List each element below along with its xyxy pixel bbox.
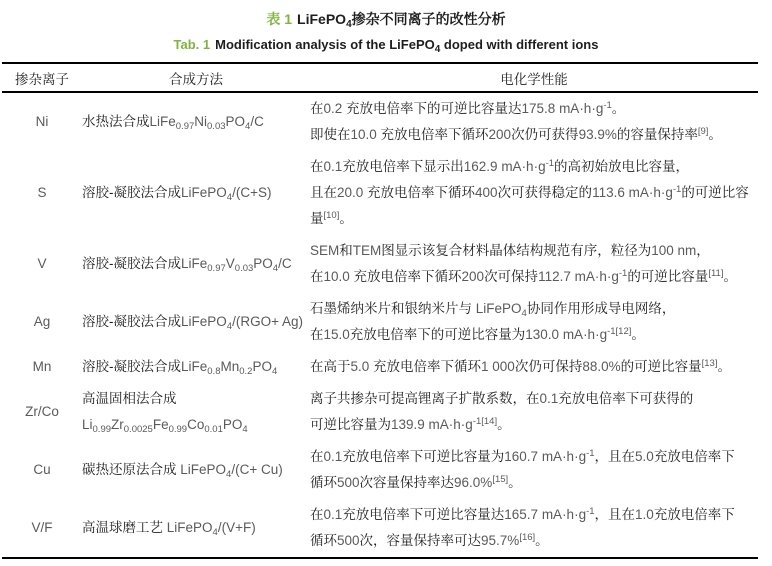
text-line: 在15.0充放电倍率下的可逆比容量为130.0 $mA\cdot h\cdot g^{-1[12]}$。 <box>310 326 645 342</box>
text-line: 高温球磨工艺 LiFePO$_4$/(V+F) <box>82 520 256 538</box>
header-doped-ion: 掺杂离子 <box>2 63 82 92</box>
doped-ion-cell: Zr/Co <box>25 404 59 419</box>
doped-ion-cell: Ag <box>33 314 51 329</box>
table-row <box>2 293 758 351</box>
text-line: 溶胶-凝胶法合成LiFePO$_4$/(C+S) <box>82 185 272 203</box>
table-row <box>2 441 758 499</box>
text-line: 离子共掺杂可提高锂离子扩散系数，在0.1充放电倍率下可获得的 <box>310 391 694 406</box>
text-line: 可逆比容量为139.9 $mA\cdot h\cdot g^{-1[14]}$。 <box>310 416 511 432</box>
table-row <box>2 151 758 235</box>
doped-ion-cell: Cu <box>33 462 51 477</box>
text-line: 在0.1充放电倍率下可逆比容量为160.7 $mA\cdot h\cdot g^{-1}$，且在5.0充放电倍率下 <box>310 448 735 464</box>
text-line: 石墨烯纳米片和银纳米片与 LiFePO$_4$协同作用形成导电网络， <box>310 301 676 319</box>
table-row <box>2 499 758 558</box>
header-electrochemical-performance: 电化学性能 <box>310 63 758 92</box>
synthesis-method-cell <box>82 441 310 499</box>
doped-ion-cell: S <box>37 185 47 200</box>
text-line: 碳热还原法合成 LiFePO$_4$/(C+ Cu) <box>82 462 283 480</box>
caption-label-zh: 表 1 <box>266 11 293 27</box>
synthesis-method-cell <box>82 499 310 558</box>
text-line: 在10.0 充放电倍率下循环200次可保持112.7 $mA\cdot h\cdot g^{-1}$的可逆比容量[11]。 <box>310 268 737 284</box>
table-row <box>2 383 758 441</box>
modification-table <box>2 62 758 559</box>
doped-ion-cell: V/F <box>31 520 53 535</box>
text-line: 溶胶-凝胶法合成LiFePO$_4$/(RGO+ Ag) <box>82 314 303 332</box>
caption-text-en: Modification analysis of the LiFePO$_4$ doped with different ions <box>215 37 599 55</box>
performance-cell <box>310 383 758 441</box>
text-line: 溶胶-凝胶法合成$LiFe_{0.97}V_{0.03}PO_4/C$ <box>82 256 292 274</box>
text-line: 量[10]。 <box>310 210 353 226</box>
text-line: 在高于5.0 充放电倍率下循环1 000次仍可保持88.0%的可逆比容量[13]。 <box>310 358 731 374</box>
header-synthesis-method: 合成方法 <box>82 63 310 92</box>
table-row <box>2 92 758 151</box>
performance-cell <box>310 293 758 351</box>
caption-text-zh: LiFePO$_4$掺杂不同离子的改性分析 <box>297 11 506 30</box>
text-line: 即使在10.0 充放电倍率下循环200次仍可获得93.9%的容量保持率[9]。 <box>310 126 722 142</box>
text-line: $Li_{0.99}Zr_{0.0025}Fe_{0.99}Co_{0.01}PO_4$ <box>82 417 248 435</box>
table-body <box>2 92 758 558</box>
performance-cell <box>310 151 758 235</box>
table-caption-en <box>0 30 772 56</box>
synthesis-method-cell <box>82 92 310 151</box>
caption-label-en: Tab. 1 <box>173 37 211 52</box>
synthesis-method-cell <box>82 383 310 441</box>
table-row <box>2 235 758 293</box>
doped-ion-cell: Ni <box>35 114 49 129</box>
text-line: 且在20.0 充放电倍率下循环400次可获得稳定的113.6 $mA\cdot h\cdot g^{-1}$的可逆比容 <box>310 184 749 200</box>
text-line: 循环500次容量保持率达96.0%[15]。 <box>310 474 522 490</box>
text-line: 高温固相法合成 <box>82 391 177 406</box>
synthesis-method-cell <box>82 235 310 293</box>
doped-ion-cell: V <box>37 256 47 271</box>
table-header <box>2 63 758 92</box>
performance-cell <box>310 441 758 499</box>
text-line: 溶胶-凝胶法合成$LiFe_{0.8}Mn_{0.2}PO_4$ <box>82 359 278 377</box>
performance-cell <box>310 235 758 293</box>
text-line: 在0.2 充放电倍率下的可逆比容量达175.8 $mA\cdot h\cdot g^{-1}$。 <box>310 100 626 116</box>
text-line: SEM和TEM图显示该复合材料晶体结构规范有序，粒径为100 nm， <box>310 243 710 258</box>
text-line: 在0.1充放电倍率下可逆比容量达165.7 $mA\cdot h\cdot g^{-1}$，且在1.0充放电倍率下 <box>310 506 735 522</box>
text-line: 水热法合成$LiFe_{0.97}Ni_{0.03}PO_4/C$ <box>82 114 264 132</box>
header-row <box>2 63 758 92</box>
doped-ion-cell: Mn <box>32 359 52 374</box>
table-row <box>2 351 758 383</box>
text-line: 循环500次，容量保持率可达95.7%[16]。 <box>310 532 549 548</box>
synthesis-method-cell <box>82 151 310 235</box>
synthesis-method-cell <box>82 293 310 351</box>
performance-cell <box>310 92 758 151</box>
table-caption-zh <box>0 0 772 30</box>
synthesis-method-cell <box>82 351 310 383</box>
text-line: 在0.1充放电倍率下显示出162.9 $mA\cdot h\cdot g^{-1}$的高初始放电比容量， <box>310 158 690 174</box>
performance-cell <box>310 499 758 558</box>
performance-cell <box>310 351 758 383</box>
